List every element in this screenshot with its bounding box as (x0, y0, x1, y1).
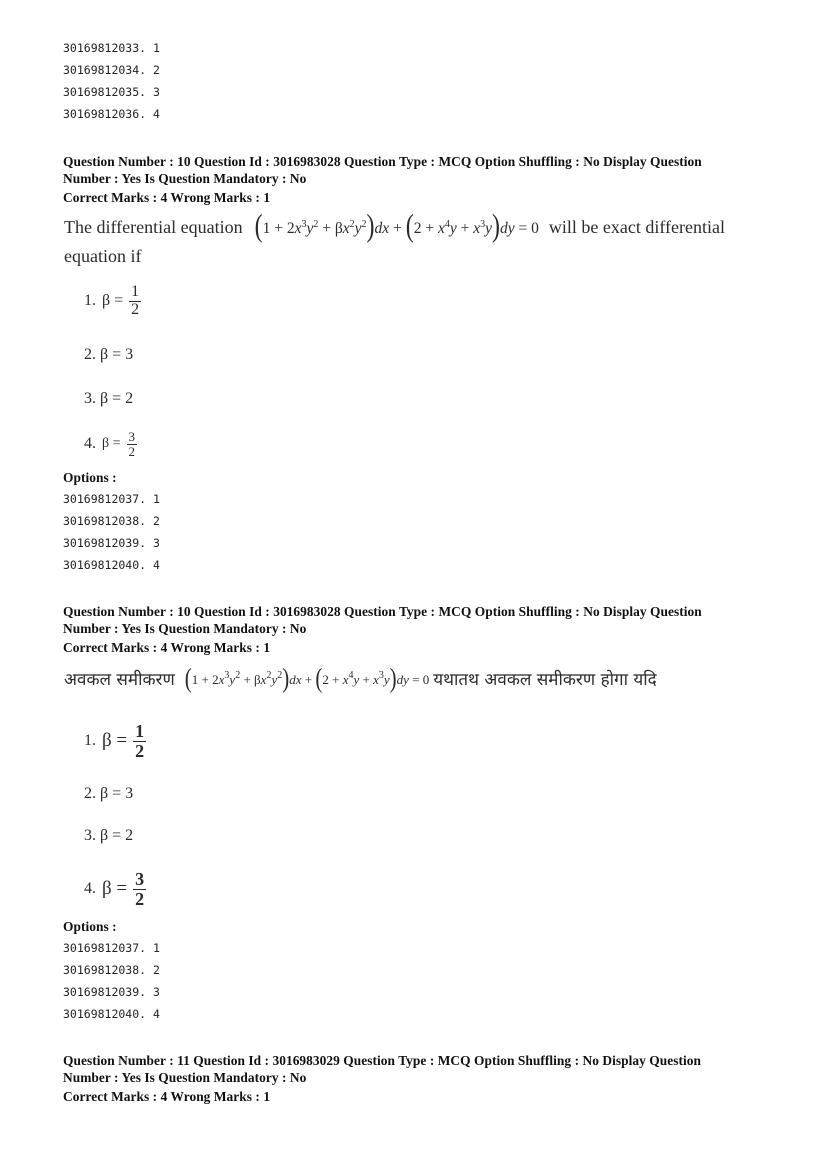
choice-number: 4. (84, 880, 96, 898)
option-line: 30169812037. 1 (63, 941, 160, 955)
choice-item (84, 430, 137, 458)
question-meta-line: Question Number : 10 Question Id : 3016983028 Question Type : MCQ Option Shuffling : No Display Question (63, 604, 702, 619)
choice-item (84, 390, 133, 408)
choice-number: 2. (84, 346, 96, 363)
option-line: 30169812037. 1 (63, 492, 160, 506)
choice-number: 2. (84, 785, 96, 802)
choice-item (84, 722, 146, 761)
option-line: 30169812040. 4 (63, 558, 160, 572)
question-text-before: The differential equation (64, 216, 243, 237)
choice-number: 1. (84, 292, 96, 310)
options-label: Options : (63, 919, 117, 934)
choice-fraction: $\frac{1}{2}$ (135, 721, 145, 761)
question-meta-line: Number : Yes Is Question Mandatory : No (63, 1070, 307, 1085)
marks-line: Correct Marks : 4 Wrong Marks : 1 (63, 640, 271, 655)
choice-item (84, 284, 141, 319)
differential-equation: $(1 + 2x^3y^2 + \beta x^2y^2)dx + (2 + x^4y + x^3y)dy = 0$ (184, 661, 430, 693)
question-text-after: will be exact differential (548, 216, 725, 237)
choice-number: 1. (84, 732, 96, 750)
choice-number: 3. (84, 390, 96, 407)
option-line: 30169812038. 2 (63, 963, 160, 977)
choice-lhs: β = (102, 292, 124, 310)
choice-item (84, 346, 133, 364)
choice-item (84, 870, 146, 909)
choice-fraction: $\frac{3}{2}$ (135, 869, 145, 909)
marks-line: Correct Marks : 4 Wrong Marks : 1 (63, 190, 271, 205)
marks-line: Correct Marks : 4 Wrong Marks : 1 (63, 1089, 271, 1104)
choice-number: 4. (84, 435, 96, 453)
options-label: Options : (63, 470, 117, 485)
choice-number: 3. (84, 827, 96, 844)
question-text-before: अवकल समीकरण (64, 669, 175, 690)
choice-fraction: $\frac{1}{2}$ (131, 283, 140, 318)
question-text-after: यथातथ अवकल समीकरण होगा यदि (433, 669, 657, 690)
option-line: 30169812040. 4 (63, 1007, 160, 1021)
choice-item (84, 785, 133, 803)
question-meta-line: Question Number : 11 Question Id : 3016983029 Question Type : MCQ Option Shuffling : No Display Question (63, 1053, 701, 1068)
choice-lhs: β = (102, 436, 121, 452)
choice-value: β = 3 (100, 346, 134, 363)
option-line: 30169812033. 1 (63, 41, 160, 55)
choice-fraction: $\frac{3}{2}$ (128, 429, 136, 459)
choice-value: β = 2 (100, 390, 134, 407)
choice-value: β = 2 (100, 827, 134, 844)
question-meta-line: Question Number : 10 Question Id : 3016983028 Question Type : MCQ Option Shuffling : No Display Question (63, 154, 702, 169)
option-line: 30169812038. 2 (63, 514, 160, 528)
option-line: 30169812036. 4 (63, 107, 160, 121)
option-line: 30169812039. 3 (63, 985, 160, 999)
question-text (64, 661, 657, 695)
question-meta-line: Number : Yes Is Question Mandatory : No (63, 621, 307, 636)
question-text-line2: equation if (64, 246, 142, 266)
differential-equation: $(1 + 2x^3y^2 + \beta x^2y^2)dx + (2 + x^4y + x^3y)dy = 0$ (254, 209, 539, 244)
question-meta-line: Number : Yes Is Question Mandatory : No (63, 171, 307, 186)
choice-lhs: β = (102, 878, 128, 900)
choice-value: β = 3 (100, 785, 134, 802)
option-line: 30169812034. 2 (63, 63, 160, 77)
choice-lhs: β = (102, 730, 128, 752)
choice-item (84, 827, 133, 845)
option-line: 30169812035. 3 (63, 85, 160, 99)
question-text (64, 209, 725, 244)
option-line: 30169812039. 3 (63, 536, 160, 550)
